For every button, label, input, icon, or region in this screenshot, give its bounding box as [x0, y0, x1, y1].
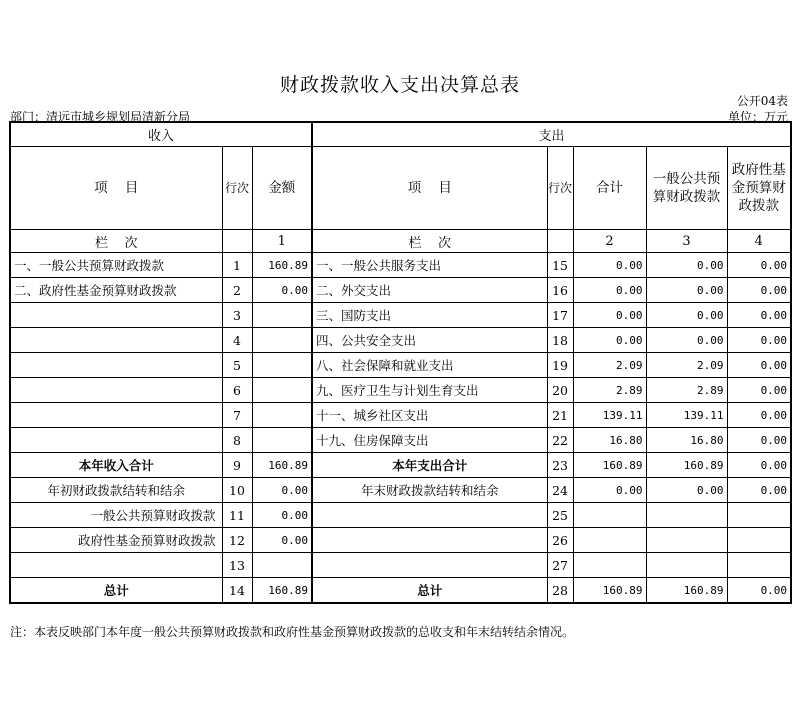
income-amount	[252, 303, 312, 328]
income-row-no: 12	[222, 528, 252, 553]
col-total: 合计	[573, 147, 646, 230]
income-item: 本年收入合计	[10, 453, 222, 478]
income-header: 收入	[10, 122, 312, 147]
expense-row-no: 22	[547, 428, 573, 453]
income-item	[10, 328, 222, 353]
expense-fund: 0.00	[727, 303, 791, 328]
table-row	[10, 303, 791, 328]
table-row	[10, 378, 791, 403]
expense-item	[312, 528, 547, 553]
col-item-income: 项 目	[10, 147, 222, 230]
expense-total: 2.09	[573, 353, 646, 378]
income-amount	[252, 553, 312, 578]
col-num-blank-2	[547, 230, 573, 253]
expense-fund: 0.00	[727, 403, 791, 428]
carry-row	[10, 528, 791, 553]
expense-total: 139.11	[573, 403, 646, 428]
table-row	[10, 278, 791, 303]
expense-fund: 0.00	[727, 478, 791, 503]
col-label-right: 栏 次	[312, 230, 547, 253]
income-item	[10, 553, 222, 578]
expense-total	[573, 503, 646, 528]
expense-item: 总计	[312, 578, 547, 604]
expense-total: 160.89	[573, 453, 646, 478]
income-amount	[252, 403, 312, 428]
income-row-no: 5	[222, 353, 252, 378]
table-row	[10, 428, 791, 453]
expense-row-no: 24	[547, 478, 573, 503]
col-item-expense: 项 目	[312, 147, 547, 230]
col-label-left: 栏 次	[10, 230, 222, 253]
expense-total: 0.00	[573, 253, 646, 278]
expense-row-no: 28	[547, 578, 573, 604]
unit-label: 单位：万元	[727, 110, 788, 124]
income-item: 政府性基金预算财政拨款	[10, 528, 222, 553]
income-row-no: 6	[222, 378, 252, 403]
expense-general: 16.80	[646, 428, 727, 453]
expense-fund	[727, 553, 791, 578]
expense-fund: 0.00	[727, 378, 791, 403]
expense-item	[312, 553, 547, 578]
expense-row-no: 15	[547, 253, 573, 278]
income-row-no: 2	[222, 278, 252, 303]
carry-row	[10, 478, 791, 503]
income-row-no: 9	[222, 453, 252, 478]
col-num-2: 2	[573, 230, 646, 253]
expense-row-no: 25	[547, 503, 573, 528]
expense-general	[646, 528, 727, 553]
expense-general	[646, 553, 727, 578]
expense-row-no: 23	[547, 453, 573, 478]
table-row	[10, 353, 791, 378]
expense-row-no: 17	[547, 303, 573, 328]
income-amount: 0.00	[252, 278, 312, 303]
expense-fund: 0.00	[727, 253, 791, 278]
income-row-no: 11	[222, 503, 252, 528]
expense-item: 二、外交支出	[312, 278, 547, 303]
table-row	[10, 403, 791, 428]
income-amount: 160.89	[252, 453, 312, 478]
expense-item: 三、国防支出	[312, 303, 547, 328]
table-row	[10, 253, 791, 278]
expense-row-no: 20	[547, 378, 573, 403]
expense-row-no: 21	[547, 403, 573, 428]
expense-fund: 0.00	[727, 278, 791, 303]
expense-fund: 0.00	[727, 428, 791, 453]
budget-table	[9, 121, 792, 604]
expense-general: 0.00	[646, 478, 727, 503]
expense-total	[573, 553, 646, 578]
expense-item: 年末财政拨款结转和结余	[312, 478, 547, 503]
expense-item: 十九、住房保障支出	[312, 428, 547, 453]
col-fund-budget: 政府性基金预算财政拨款	[727, 147, 791, 230]
income-row-no: 10	[222, 478, 252, 503]
column-header-row	[10, 147, 791, 230]
expense-item: 九、医疗卫生与计划生育支出	[312, 378, 547, 403]
expense-row-no: 18	[547, 328, 573, 353]
income-amount: 0.00	[252, 528, 312, 553]
expense-total: 160.89	[573, 578, 646, 604]
income-row-no: 14	[222, 578, 252, 604]
income-amount: 160.89	[252, 578, 312, 604]
income-item: 一、一般公共预算财政拨款	[10, 253, 222, 278]
income-amount	[252, 353, 312, 378]
expense-item	[312, 503, 547, 528]
section-header-row	[10, 122, 791, 147]
expense-item: 一、一般公共服务支出	[312, 253, 547, 278]
income-item	[10, 403, 222, 428]
income-item: 总计	[10, 578, 222, 604]
expense-fund: 0.00	[727, 328, 791, 353]
income-amount	[252, 428, 312, 453]
expense-general: 0.00	[646, 253, 727, 278]
expense-general: 2.89	[646, 378, 727, 403]
income-item	[10, 378, 222, 403]
expense-total	[573, 528, 646, 553]
expense-general: 0.00	[646, 303, 727, 328]
expense-fund: 0.00	[727, 353, 791, 378]
expense-fund	[727, 528, 791, 553]
footnote: 注：本表反映部门本年度一般公共预算财政拨款和政府性基金预算财政拨款的总收支和年末结转结余情况。	[10, 625, 575, 639]
col-general-budget: 一般公共预算财政拨款	[646, 147, 727, 230]
expense-item: 八、社会保障和就业支出	[312, 353, 547, 378]
expense-total: 0.00	[573, 478, 646, 503]
col-num-1: 1	[252, 230, 312, 253]
table-row	[10, 328, 791, 353]
col-num-4: 4	[727, 230, 791, 253]
expense-row-no: 26	[547, 528, 573, 553]
expense-item: 本年支出合计	[312, 453, 547, 478]
expense-row-no: 27	[547, 553, 573, 578]
expense-general: 160.89	[646, 578, 727, 604]
expense-total: 0.00	[573, 278, 646, 303]
income-row-no: 4	[222, 328, 252, 353]
income-amount	[252, 378, 312, 403]
income-row-no: 7	[222, 403, 252, 428]
income-row-no: 8	[222, 428, 252, 453]
expense-general: 139.11	[646, 403, 727, 428]
income-row-no: 3	[222, 303, 252, 328]
department-label: 部门：清远市城乡规划局清新分局	[10, 110, 191, 124]
income-amount: 0.00	[252, 478, 312, 503]
expense-fund	[727, 503, 791, 528]
income-row-no: 13	[222, 553, 252, 578]
income-item	[10, 353, 222, 378]
income-item	[10, 428, 222, 453]
expense-total: 2.89	[573, 378, 646, 403]
col-num-3: 3	[646, 230, 727, 253]
expense-general: 0.00	[646, 278, 727, 303]
expense-item: 四、公共安全支出	[312, 328, 547, 353]
income-item	[10, 303, 222, 328]
expense-general: 2.09	[646, 353, 727, 378]
report-title: 财政拨款收入支出决算总表	[279, 74, 520, 96]
income-amount: 0.00	[252, 503, 312, 528]
income-amount	[252, 328, 312, 353]
expense-total: 0.00	[573, 328, 646, 353]
expense-total: 0.00	[573, 303, 646, 328]
column-number-row	[10, 230, 791, 253]
carry-row	[10, 503, 791, 528]
subtotal-row	[10, 453, 791, 478]
col-row-no-income: 行次	[222, 147, 252, 230]
col-num-blank	[222, 230, 252, 253]
income-row-no: 1	[222, 253, 252, 278]
expense-row-no: 19	[547, 353, 573, 378]
income-item: 二、政府性基金预算财政拨款	[10, 278, 222, 303]
expense-general: 0.00	[646, 328, 727, 353]
expense-row-no: 16	[547, 278, 573, 303]
income-amount: 160.89	[252, 253, 312, 278]
col-row-no-expense: 行次	[547, 147, 573, 230]
col-amount: 金额	[252, 147, 312, 230]
form-code: 公开04表	[736, 94, 788, 108]
expense-fund: 0.00	[727, 578, 791, 604]
income-item: 年初财政拨款结转和结余	[10, 478, 222, 503]
grand-total-row	[10, 578, 791, 604]
expense-item: 十一、城乡社区支出	[312, 403, 547, 428]
income-item: 一般公共预算财政拨款	[10, 503, 222, 528]
expense-total: 16.80	[573, 428, 646, 453]
expense-fund: 0.00	[727, 453, 791, 478]
expense-general: 160.89	[646, 453, 727, 478]
expense-general	[646, 503, 727, 528]
carry-row	[10, 553, 791, 578]
expense-header: 支出	[312, 122, 791, 147]
